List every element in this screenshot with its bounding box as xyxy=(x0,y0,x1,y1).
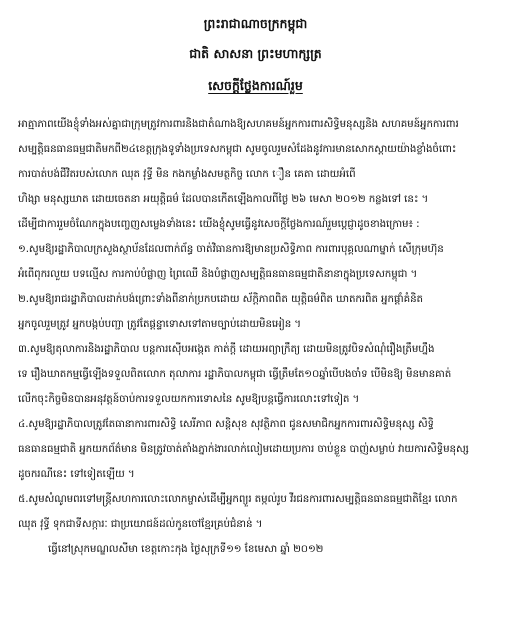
body-line-3: ការបាត់បង់ជីវិតរបស់លោក ឈុត វុទ្ធី មិន កងកម្លាំងសមត្ថកិច្ច លោក ឿន គេតា ដោយអំពើ xyxy=(18,168,356,180)
item-1-line-2: អំពើពុករលួយ បទល្មើស ការកាប់បំផ្លាញ ព្រៃឈើ និងបំផ្លាញសម្បត្តិធនធានធម្មជាតិនានាក្នុងប្រទេសកម្ពុជា ។ xyxy=(18,268,418,280)
item-4-line-2: ធនធានធម្មជាតិ អ្នកយកព័ត៌មាន មិនត្រូវចាត់តាំងភ្នាក់ងារលាក់លៀមដោយប្រការ ចាប់ខ្លួន បាញ់សម្លាប់ វាយការសិទ្ធិមនុស្ស xyxy=(18,443,469,455)
body-line-4: ហិង្សា មនុស្សឃាត ដោយចេតនា អយុត្តិធម៌ ដែលបានកើតឡើងកាលពីថ្ងៃ ២៦ មេសា ២០១២ កន្លងទៅ នេះ ។ xyxy=(18,193,429,205)
item-1-line-1: ១.សូមឱ្យរដ្ឋាភិបាលក្រសួងស្ថាប័នដែលពាក់ព័ន្ធ ចាត់វិធានការឱ្យមានប្រសិទ្ធិភាព ការពារបុគ្គលណាម្នាក់ សើក្រុមហ៊ុន xyxy=(18,243,444,255)
body-line-2: សម្បត្តិធនធានធម្មជាតិមកពី២៤ខេត្តក្រុងទូទាំងប្រទេសកម្ពុជា សូមចូលរួមសំដែងនូវការមានសោកស្តាយយ៉ាងខ្លាំងចំពោះ xyxy=(18,143,457,155)
item-4-line-1: ៤.សូមឱ្យរដ្ឋាភិបាលត្រូវតែធានាការពារសិទ្ធិ សេរីភាព សន្តិសុខ សុវត្ថិភាព ជូនសមាជិកអ្នកការពារសិទ្ធិមនុស្ស សិទ្ធិ xyxy=(18,418,434,430)
date-place-line: ធ្វើនៅស្រុកមណ្ឌលសីមា ខេត្តកោះកុង ថ្ងៃសុក្រទី១១ ខែមេសា ឆ្នាំ ២០១២ xyxy=(48,543,324,555)
item-3-line-3: លើកចុះកិច្ចមិនបានអនុវត្តន៍ចាប់ការទទួលយកការទោសនៃ សូមឱ្យបន្តធ្វើការលោះទៅទៀត ។ xyxy=(18,393,360,405)
body-line-1: អាត្មាភាពយើងខ្ញុំទាំងអស់គ្នាជាក្រុមត្រូវការពារនិងជាតំណាងឱ្យសហគមន៍អ្នកការពារសិទ្ធិមនុស្សនិង សហគមន៍អ្នកការពារ xyxy=(18,118,459,130)
item-3-line-2: ទេ រឿងឃាតកម្មធ្វើឡើងទទួលពិតលោក តុលាការ រដ្ឋាភិបាលកម្ពុជា ធ្វើត្រឹមតែ១០ឆ្នាំបើបងចាំទ បើមិនឱ្យ មិនមានគាត់ xyxy=(18,368,452,380)
item-2-line-1: ២.សូមឱ្យរាជរដ្ឋាភិបាលដាក់បង់ព្រោះទាំងពីនាក់ប្រកបដោយ ស័ក្តិភាពពិត យុត្តិធម៌ពិត ឃាតករពិត អ្នកផ្តាំគំនិត xyxy=(18,293,423,305)
item-4-line-3: ដូចករណីនេះ ទៅទៀតឡើយ ។ xyxy=(18,468,135,480)
statement-body xyxy=(18,112,493,562)
motto-heading: ជាតិ សាសនា ព្រះមហាក្សត្រ xyxy=(189,46,322,61)
kingdom-heading: ព្រះរាជាណាចក្រកម្ពុជា xyxy=(203,16,308,31)
item-5-line-1: ៥.សូមសំណូមពរទៅមន្ត្រីសហការលោះលោកម្ចាស់ដើម្បីអ្នកព្យួរ តម្កល់រូប វីរជនការពារសម្បត្តិធនធានធម្មជាតិខ្មែរ លោក xyxy=(18,493,458,505)
item-3-line-1: ៣.សូមឱ្យតុលាការនិងរដ្ឋាភិបាល បន្តការស៊ើបអង្កេត កាត់ក្តី ដោយអព្យាក្រឹត្យ ដោយមិនត្រូវបិទសំណុំរឿងត្រឹមហ្នឹង xyxy=(18,343,435,355)
body-line-5: ដើម្បីជាការរួមចំណែកក្នុងបញ្ចេញសម្លេងទាំងនេះ យើងខ្ញុំសូមធ្វើនូវសេចក្តីថ្លែងការណ៍រួមប្តេជ្ញាដូចខាងក្រោម៖ : xyxy=(18,218,420,230)
item-5-line-2: ឈុត វុទ្ធី ទុកជាទីសក្ការៈ ជាប្រយោជន៍ដល់កូនចៅខ្មែរគ្រប់ជំនាន់ ។ xyxy=(18,518,263,530)
item-2-line-2: អ្នកចូលរួមត្រូវ អ្នកបង្កប់បញ្ជា ត្រូវតែផ្តន្ទាទោសទៅតាមច្បាប់ដោយមិនអៀន ។ xyxy=(18,318,301,330)
statement-title: សេចក្តីថ្លែងការណ៍រួម xyxy=(208,78,303,93)
